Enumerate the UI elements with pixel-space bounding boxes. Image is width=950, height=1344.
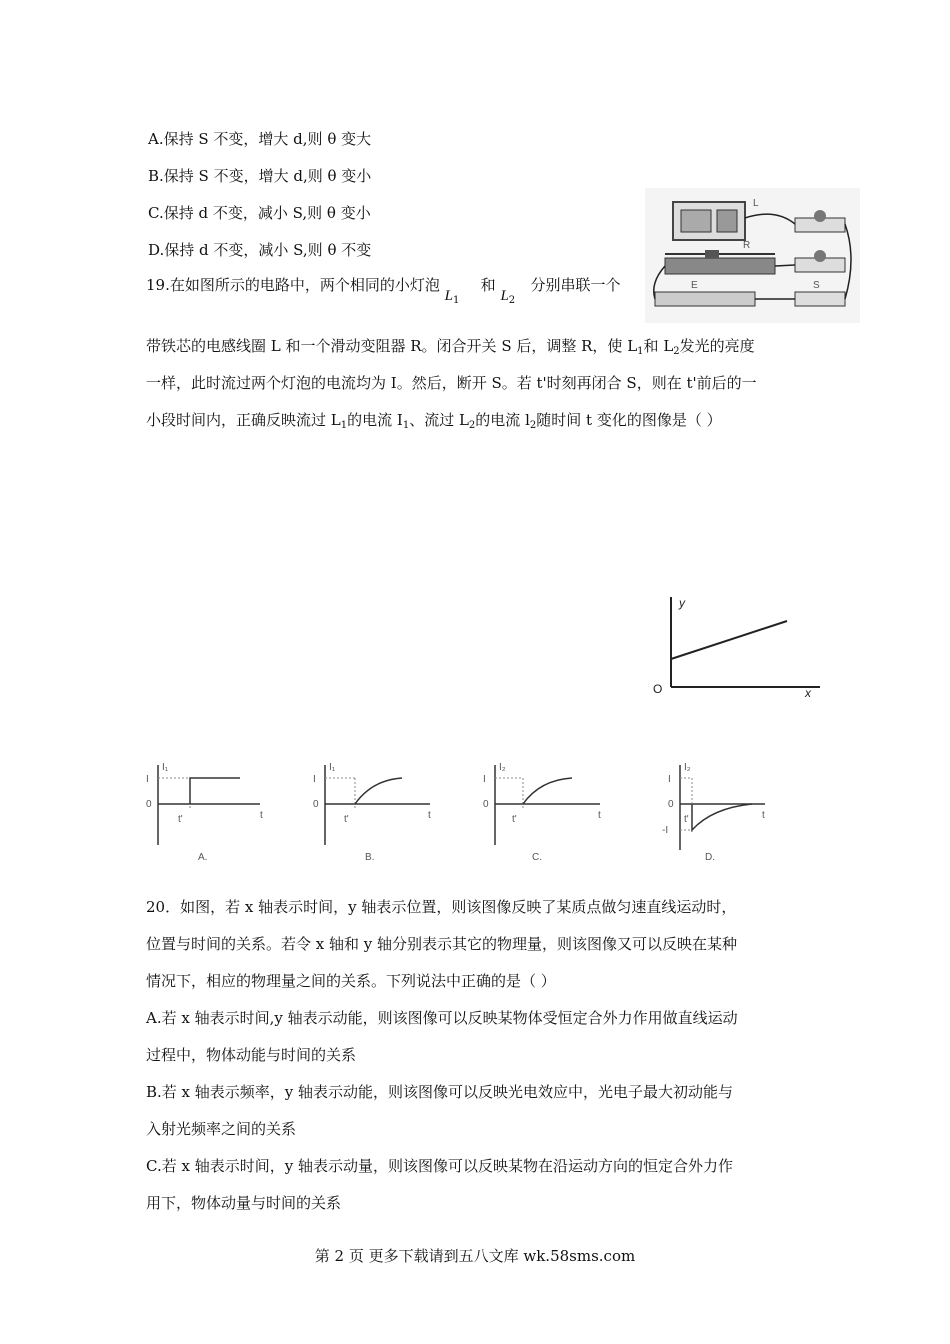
svg-text:0: 0 [146, 799, 152, 810]
option-graph-a [146, 762, 263, 863]
rheostat [665, 258, 775, 274]
label-battery: E [691, 280, 698, 291]
q20-line-2: 位置与时间的关系。若令 x 轴和 y 轴分别表示其它的物理量，则该图像又可以反映在某种 [146, 935, 738, 953]
q19-line-2: 带铁芯的电感线圈 L 和一个滑动变阻器 R。闭合开关 S 后，调整 R，使 $L_1$和 $L_2$发光的亮度 [146, 337, 755, 357]
q18-option-b: B.保持 S 不变，增大 d,则 θ 变小 [148, 167, 372, 185]
page-footer: 第 2 页 更多下载请到五八文库 wk.58sms.com [314, 1247, 636, 1265]
curve-a [190, 778, 240, 804]
q19-line-3: 一样，此时流过两个灯泡的电流均为 I。然后，断开 S。若 t'时刻再闭合 S，则在 t'前后的一 [146, 374, 757, 392]
label-inductor: L [753, 198, 759, 209]
option-graphs [140, 760, 780, 870]
curve-b [355, 778, 402, 804]
svg-text:t': t' [512, 814, 517, 825]
battery [655, 292, 755, 306]
q20-option-c-line-1: C.若 x 轴表示时间，y 轴表示动量，则该图像可以反映某物在沿运动方向的恒定合外力作 [146, 1157, 733, 1175]
label-graph-b: B. [365, 852, 375, 863]
option-graph-c [483, 762, 601, 863]
graph-origin: O [653, 682, 663, 696]
svg-text:-I: -I [662, 825, 669, 836]
svg-text:I: I [313, 774, 316, 785]
svg-text:t': t' [178, 814, 183, 825]
q19-line-4: 小段时间内，正确反映流过 $L_1$的电流 $I_1$、流过 $L_2$的电流 $l_2$随时间 t 变化的图像是（ ） [146, 411, 722, 431]
lamp-symbol-l1: $L_1$ [444, 288, 460, 306]
label-graph-c: C. [532, 852, 542, 863]
curve-c [523, 778, 572, 804]
q18-option-a: A.保持 S 不变，增大 d,则 θ 变大 [148, 130, 372, 148]
q18-option-d: D.保持 d 不变，减小 S,则 θ 不变 [148, 241, 372, 259]
q20-line-3: 情况下，相应的物理量之间的关系。下列说法中正确的是（ ） [146, 972, 556, 990]
lamp-symbol-l2: $L_2$ [500, 288, 516, 306]
svg-text:I: I [146, 774, 149, 785]
graph-x-label: x [805, 686, 811, 700]
svg-text:I₁: I₁ [329, 762, 336, 773]
circuit-figure [645, 188, 860, 323]
q20-option-c-line-2: 用下，物体动量与时间的关系 [146, 1194, 342, 1212]
q20-option-b-line-2: 入射光频率之间的关系 [146, 1120, 297, 1138]
svg-text:I: I [483, 774, 486, 785]
svg-text:0: 0 [483, 799, 489, 810]
label-switch: S [813, 280, 820, 291]
graph-line [671, 621, 787, 659]
svg-text:t: t [762, 810, 765, 821]
q20-option-a-line-2: 过程中，物体动能与时间的关系 [146, 1046, 357, 1064]
svg-text:t: t [428, 810, 431, 821]
curve-d [692, 804, 752, 830]
q20-graph [645, 585, 845, 705]
svg-text:I₂: I₂ [499, 762, 506, 773]
graph-y-label: y [679, 596, 685, 610]
svg-text:I₂: I₂ [684, 762, 691, 773]
label-rheostat: R [743, 240, 751, 251]
option-graph-d [662, 762, 765, 863]
q19-line-1: 19.在如图所示的电路中，两个相同的小灯泡 $L_1$和 $L_2$分别串联一个 [146, 275, 620, 301]
q18-option-c: C.保持 d 不变，减小 S,则 θ 变小 [148, 204, 371, 222]
svg-text:t': t' [684, 814, 689, 825]
q20-option-a-line-1: A.若 x 轴表示时间,y 轴表示动能，则该图像可以反映某物体受恒定合外力作用做直线运动 [146, 1009, 738, 1027]
svg-text:t: t [598, 810, 601, 821]
q20-line-1: 20．如图，若 x 轴表示时间，y 轴表示位置，则该图像反映了某质点做匀速直线运动时， [146, 898, 737, 916]
q20-option-b-line-1: B.若 x 轴表示频率，y 轴表示动能，则该图像可以反映光电效应中，光电子最大初动能与 [146, 1083, 734, 1101]
option-graph-b [313, 762, 431, 863]
label-graph-a: A. [198, 852, 208, 863]
label-graph-d: D. [705, 852, 715, 863]
switch [795, 292, 845, 306]
svg-text:I₁: I₁ [162, 762, 169, 773]
svg-text:0: 0 [668, 799, 674, 810]
svg-text:t: t [260, 810, 263, 821]
svg-text:t': t' [344, 814, 349, 825]
svg-text:I: I [668, 774, 671, 785]
svg-text:0: 0 [313, 799, 319, 810]
